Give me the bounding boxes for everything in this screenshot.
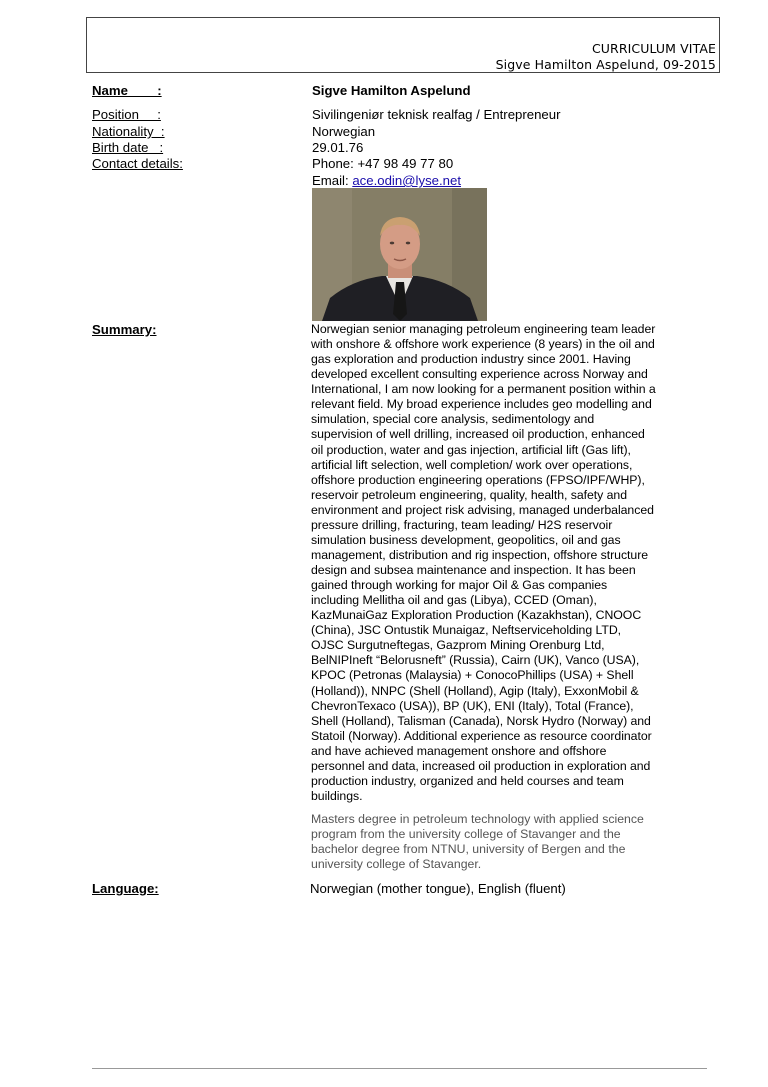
summary-line: offshore production engineering operations (FPSO/IPF/WHP), [311,472,645,487]
summary-line: reservoir petroleum engineering, quality, health, safety and [311,487,627,502]
summary-line: pressure drilling, fracturing, team leading/ H2S reservoir [311,517,613,532]
phone-value: Phone: +47 98 49 77 80 [312,156,454,171]
summary-text [311,322,679,804]
summary-label: Summary: [92,322,157,337]
summary-line: (Holland)), NNPC (Shell (Holland), Agip (Italy), ExxonMobil & [311,683,639,698]
education-line: bachelor degree from NTNU, university of Bergen and the [311,842,626,857]
summary-line: design and subsea maintenance and inspection. It has been [311,563,636,577]
position-label: Position : [92,107,161,122]
summary-line: relevant field. My broad experience includes geo modelling and [311,397,652,412]
summary-line: including Mellitha oil and gas (Libya), CCED (Oman), [311,593,597,608]
portrait-illustration [312,188,487,321]
email-line [312,173,461,189]
summary-line: simulation, special core analysis, sedimentology and [311,412,595,427]
birth-date-label: Birth date : [92,140,164,155]
summary-line: Shell (Holland), Talisman (Canada), Norsk Hydro (Norway) and [311,713,651,728]
summary-line: oil production, water and gas injection, artificial lift (Gas lift), [311,442,631,457]
summary-line: simulation business development, geopolitics, oil and gas [311,532,621,547]
contact-label: Contact details: [92,156,183,171]
summary-line: developed excellent consulting experience across Norway and [311,367,648,382]
education-line: program from the university college of Stavanger and the [311,827,621,842]
summary-line: supervision of well drilling, increased oil production, enhanced [311,427,645,442]
nationality-label: Nationality : [92,124,165,139]
profile-photo [312,188,487,321]
summary-line: artificial lift selection, well completion/ work over operations, [311,457,633,472]
email-prefix: Email: [312,173,353,188]
summary-line: BelNIPIneft “Belorusneft” (Russia), Cairn (UK), Vanco (USA), [311,653,640,668]
position-value: Sivilingeniør teknisk realfag / Entrepreneur [312,107,561,122]
summary-line: management, distribution and rig inspection, offshore structure [311,547,649,562]
language-value: Norwegian (mother tongue), English (fluent) [310,881,566,896]
email-link[interactable]: ace.odin@lyse.net [352,173,462,188]
education-line: Masters degree in petroleum technology with applied science [311,812,644,826]
footer-divider [92,1068,707,1069]
name-label: Name : [92,83,162,98]
summary-line: buildings. [311,788,363,803]
nationality-value: Norwegian [312,124,376,139]
summary-line: KPOC (Petronas (Malaysia) + ConocoPhillips (USA) + Shell [311,668,634,683]
summary-line: production industry, organized and held courses and team [311,773,624,788]
summary-line: with onshore & offshore work experience (8 years) in the oil and [311,337,655,352]
summary-line: and have achieved management onshore and offshore [311,743,607,758]
birth-date-value: 29.01.76 [312,140,364,155]
summary-line: personnel and data, increased oil production in exploration and [311,758,651,773]
summary-line: ChevronTexaco (USA)), BP (UK), ENI (Italy), Total (France), [311,698,634,713]
summary-line: gained through working for major Oil & Gas companies [311,578,608,593]
document-title: CURRICULUM VITAE [591,41,716,56]
header-box [86,17,720,73]
summary-line: International, I am now looking for a permanent position within a [311,382,656,397]
language-label: Language: [92,881,159,896]
education-line: university college of Stavanger. [311,857,482,872]
summary-line: (China), JSC Ontustik Munaigaz, Neftserviceholding LTD, [311,623,622,638]
summary-line: Norwegian senior managing petroleum engineering team leader [311,322,656,336]
summary-line: OJSC Surgutneftegas, Gazprom Mining Orenburg Ltd, [311,638,605,653]
summary-line: gas exploration and production industry since 2001. Having [311,352,631,367]
summary-line: KazMunaiGaz Exploration Production (Kazakhstan), CNOOC [311,608,642,623]
name-value: Sigve Hamilton Aspelund [312,83,471,98]
summary-line: Statoil (Norway). Additional experience as resource coordinator [311,728,652,743]
education-text [311,812,679,872]
summary-line: environment and project risk advising, managed underbalanced [311,502,654,517]
document-subtitle: Sigve Hamilton Aspelund, 09-2015 [495,57,716,72]
